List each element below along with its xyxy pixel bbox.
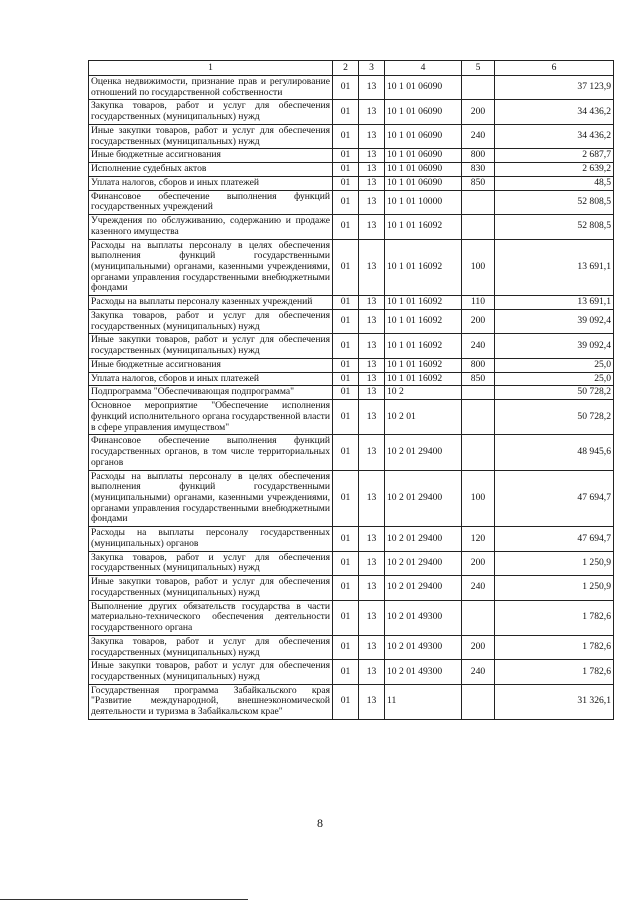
subsection-code-cell: 13 (359, 400, 385, 435)
expense-type-cell (462, 190, 495, 214)
table-row (89, 684, 614, 719)
expense-name-cell: Уплата налогов, сборов и иных платежей (89, 176, 333, 190)
amount-cell: 50 728,2 (495, 400, 614, 435)
amount-cell: 2 639,2 (495, 163, 614, 177)
header-cell: 6 (495, 61, 614, 76)
header-cell: 2 (333, 61, 359, 76)
expense-name-cell: Оценка недвижимости, признание прав и регулирование отношений по государственной собственности (89, 76, 333, 100)
subsection-code-cell: 13 (359, 551, 385, 575)
expense-type-cell: 240 (462, 660, 495, 684)
section-code-cell: 01 (333, 435, 359, 470)
table-row (89, 372, 614, 386)
section-code-cell: 01 (333, 100, 359, 124)
expense-name-cell: Основное мероприятие "Обеспечение исполнения функций исполнительного органа государственной власти в сфере управления имуществом" (89, 400, 333, 435)
section-code-cell: 01 (333, 163, 359, 177)
amount-cell: 47 694,7 (495, 527, 614, 551)
table-row (89, 176, 614, 190)
amount-cell: 13 691,1 (495, 296, 614, 310)
subsection-code-cell: 13 (359, 660, 385, 684)
target-article-cell: 10 1 01 16092 (385, 358, 462, 372)
amount-cell: 31 326,1 (495, 684, 614, 719)
expense-name-cell: Финансовое обеспечение выполнения функций государственных органов, в том числе территориальных органов (89, 435, 333, 470)
section-code-cell: 01 (333, 124, 359, 148)
page-number: 8 (317, 816, 323, 830)
target-article-cell: 10 1 01 06090 (385, 76, 462, 100)
target-article-cell: 10 2 01 49300 (385, 600, 462, 635)
target-article-cell: 10 1 01 06090 (385, 124, 462, 148)
section-code-cell: 01 (333, 576, 359, 600)
table-row (89, 358, 614, 372)
expense-name-cell: Расходы на выплаты персоналу в целях обеспечения выполнения функций государственными (муниципальными) органами, казенными учреждениями, органами управления государственными внебюджетными фондами (89, 239, 333, 296)
amount-cell: 2 687,7 (495, 149, 614, 163)
target-article-cell: 10 2 01 (385, 400, 462, 435)
table-row (89, 527, 614, 551)
table-row (89, 386, 614, 400)
section-code-cell: 01 (333, 400, 359, 435)
table-row (89, 190, 614, 214)
expense-name-cell: Уплата налогов, сборов и иных платежей (89, 372, 333, 386)
subsection-code-cell: 13 (359, 386, 385, 400)
amount-cell: 1 250,9 (495, 551, 614, 575)
expense-type-cell: 100 (462, 239, 495, 296)
expense-type-cell (462, 400, 495, 435)
amount-cell: 52 808,5 (495, 190, 614, 214)
subsection-code-cell: 13 (359, 684, 385, 719)
target-article-cell: 10 2 01 29400 (385, 470, 462, 527)
subsection-code-cell: 13 (359, 600, 385, 635)
amount-cell: 47 694,7 (495, 470, 614, 527)
table-row (89, 309, 614, 333)
expense-name-cell: Расходы на выплаты персоналу государственных (муниципальных) органов (89, 527, 333, 551)
section-code-cell: 01 (333, 386, 359, 400)
expense-type-cell (462, 76, 495, 100)
section-code-cell: 01 (333, 76, 359, 100)
header-cell: 3 (359, 61, 385, 76)
expense-type-cell (462, 684, 495, 719)
table-row (89, 400, 614, 435)
expense-name-cell: Иные бюджетные ассигнования (89, 358, 333, 372)
subsection-code-cell: 13 (359, 76, 385, 100)
section-code-cell: 01 (333, 660, 359, 684)
table-row (89, 124, 614, 148)
expense-name-cell: Закупка товаров, работ и услуг для обеспечения государственных (муниципальных) нужд (89, 551, 333, 575)
table-row (89, 600, 614, 635)
target-article-cell: 11 (385, 684, 462, 719)
target-article-cell: 10 2 01 29400 (385, 435, 462, 470)
subsection-code-cell: 13 (359, 435, 385, 470)
subsection-code-cell: 13 (359, 309, 385, 333)
expense-name-cell: Иные закупки товаров, работ и услуг для обеспечения государственных (муниципальных) нужд (89, 124, 333, 148)
amount-cell: 50 728,2 (495, 386, 614, 400)
expense-type-cell (462, 435, 495, 470)
amount-cell: 39 092,4 (495, 334, 614, 358)
expense-name-cell: Исполнение судебных актов (89, 163, 333, 177)
subsection-code-cell: 13 (359, 149, 385, 163)
amount-cell: 48 945,6 (495, 435, 614, 470)
section-code-cell: 01 (333, 190, 359, 214)
target-article-cell: 10 1 01 06090 (385, 149, 462, 163)
section-code-cell: 01 (333, 358, 359, 372)
expense-type-cell: 240 (462, 124, 495, 148)
subsection-code-cell: 13 (359, 163, 385, 177)
expense-type-cell: 240 (462, 334, 495, 358)
table-row (89, 435, 614, 470)
expense-type-cell (462, 600, 495, 635)
expense-type-cell: 800 (462, 358, 495, 372)
target-article-cell: 10 2 01 29400 (385, 576, 462, 600)
budget-table (88, 60, 614, 720)
expense-name-cell: Закупка товаров, работ и услуг для обеспечения государственных (муниципальных) нужд (89, 309, 333, 333)
amount-cell: 25,0 (495, 358, 614, 372)
section-code-cell: 01 (333, 635, 359, 659)
section-code-cell: 01 (333, 334, 359, 358)
amount-cell: 13 691,1 (495, 239, 614, 296)
table-row (89, 76, 614, 100)
expense-type-cell: 800 (462, 149, 495, 163)
expense-name-cell: Расходы на выплаты персоналу казенных учреждений (89, 296, 333, 310)
expense-name-cell: Иные закупки товаров, работ и услуг для обеспечения государственных (муниципальных) нужд (89, 334, 333, 358)
expense-type-cell: 830 (462, 163, 495, 177)
subsection-code-cell: 13 (359, 358, 385, 372)
amount-cell: 34 436,2 (495, 100, 614, 124)
table-header (89, 61, 614, 76)
header-cell: 1 (89, 61, 333, 76)
target-article-cell: 10 2 01 49300 (385, 660, 462, 684)
expense-name-cell: Закупка товаров, работ и услуг для обеспечения государственных (муниципальных) нужд (89, 635, 333, 659)
section-code-cell: 01 (333, 149, 359, 163)
amount-cell: 1 782,6 (495, 660, 614, 684)
table-row (89, 470, 614, 527)
table-row (89, 660, 614, 684)
expense-name-cell: Закупка товаров, работ и услуг для обеспечения государственных (муниципальных) нужд (89, 100, 333, 124)
amount-cell: 52 808,5 (495, 215, 614, 239)
subsection-code-cell: 13 (359, 334, 385, 358)
section-code-cell: 01 (333, 684, 359, 719)
subsection-code-cell: 13 (359, 239, 385, 296)
table-row (89, 100, 614, 124)
target-article-cell: 10 1 01 16092 (385, 334, 462, 358)
table-row (89, 215, 614, 239)
target-article-cell: 10 2 01 29400 (385, 551, 462, 575)
section-code-cell: 01 (333, 239, 359, 296)
header-cell: 4 (385, 61, 462, 76)
expense-name-cell: Иные закупки товаров, работ и услуг для обеспечения государственных (муниципальных) нужд (89, 660, 333, 684)
expense-name-cell: Иные бюджетные ассигнования (89, 149, 333, 163)
subsection-code-cell: 13 (359, 635, 385, 659)
expense-type-cell (462, 215, 495, 239)
expense-name-cell: Финансовое обеспечение выполнения функций государственных учреждений (89, 190, 333, 214)
target-article-cell: 10 1 01 16092 (385, 309, 462, 333)
expense-name-cell: Учреждения по обслуживанию, содержанию и продаже казенного имущества (89, 215, 333, 239)
expense-type-cell: 110 (462, 296, 495, 310)
section-code-cell: 01 (333, 600, 359, 635)
expense-type-cell: 200 (462, 635, 495, 659)
target-article-cell: 10 1 01 16092 (385, 239, 462, 296)
subsection-code-cell: 13 (359, 124, 385, 148)
subsection-code-cell: 13 (359, 372, 385, 386)
expense-name-cell: Государственная программа Забайкальского края "Развитие международной, внешнеэкономической деятельности и туризма в Забайкальском крае" (89, 684, 333, 719)
expense-type-cell: 200 (462, 100, 495, 124)
subsection-code-cell: 13 (359, 576, 385, 600)
subsection-code-cell: 13 (359, 100, 385, 124)
table-row (89, 163, 614, 177)
subsection-code-cell: 13 (359, 527, 385, 551)
subsection-code-cell: 13 (359, 176, 385, 190)
target-article-cell: 10 2 01 29400 (385, 527, 462, 551)
table-row (89, 239, 614, 296)
expense-type-cell (462, 386, 495, 400)
section-code-cell: 01 (333, 176, 359, 190)
table-row (89, 635, 614, 659)
subsection-code-cell: 13 (359, 190, 385, 214)
table-row (89, 296, 614, 310)
subsection-code-cell: 13 (359, 296, 385, 310)
expense-name-cell: Подпрограмма "Обеспечивающая подпрограмма" (89, 386, 333, 400)
amount-cell: 1 782,6 (495, 600, 614, 635)
header-row (89, 61, 614, 76)
expense-type-cell: 240 (462, 576, 495, 600)
expense-name-cell: Расходы на выплаты персоналу в целях обеспечения выполнения функций государственными (муниципальными) органами, казенными учреждениями, органами управления государственными внебюджетными фондами (89, 470, 333, 527)
target-article-cell: 10 1 01 16092 (385, 215, 462, 239)
target-article-cell: 10 1 01 10000 (385, 190, 462, 214)
section-code-cell: 01 (333, 470, 359, 527)
amount-cell: 39 092,4 (495, 309, 614, 333)
table-row (89, 149, 614, 163)
amount-cell: 1 250,9 (495, 576, 614, 600)
expense-type-cell: 850 (462, 372, 495, 386)
amount-cell: 25,0 (495, 372, 614, 386)
target-article-cell: 10 1 01 06090 (385, 176, 462, 190)
section-code-cell: 01 (333, 527, 359, 551)
subsection-code-cell: 13 (359, 470, 385, 527)
target-article-cell: 10 1 01 06090 (385, 100, 462, 124)
header-cell: 5 (462, 61, 495, 76)
section-code-cell: 01 (333, 215, 359, 239)
expense-type-cell: 200 (462, 551, 495, 575)
section-code-cell: 01 (333, 296, 359, 310)
target-article-cell: 10 2 01 49300 (385, 635, 462, 659)
section-code-cell: 01 (333, 372, 359, 386)
amount-cell: 1 782,6 (495, 635, 614, 659)
expense-type-cell: 200 (462, 309, 495, 333)
expense-type-cell: 850 (462, 176, 495, 190)
expense-name-cell: Выполнение других обязательств государства в части материально-технического обеспечения деятельности государственного органа (89, 600, 333, 635)
target-article-cell: 10 1 01 16092 (385, 296, 462, 310)
expense-type-cell: 100 (462, 470, 495, 527)
amount-cell: 48,5 (495, 176, 614, 190)
table-body (89, 76, 614, 720)
target-article-cell: 10 2 (385, 386, 462, 400)
footer-rule (0, 899, 248, 900)
section-code-cell: 01 (333, 309, 359, 333)
section-code-cell: 01 (333, 551, 359, 575)
table-row (89, 576, 614, 600)
amount-cell: 37 123,9 (495, 76, 614, 100)
table-row (89, 551, 614, 575)
expense-name-cell: Иные закупки товаров, работ и услуг для обеспечения государственных (муниципальных) нужд (89, 576, 333, 600)
table-row (89, 334, 614, 358)
target-article-cell: 10 1 01 16092 (385, 372, 462, 386)
subsection-code-cell: 13 (359, 215, 385, 239)
amount-cell: 34 436,2 (495, 124, 614, 148)
expense-type-cell: 120 (462, 527, 495, 551)
target-article-cell: 10 1 01 06090 (385, 163, 462, 177)
